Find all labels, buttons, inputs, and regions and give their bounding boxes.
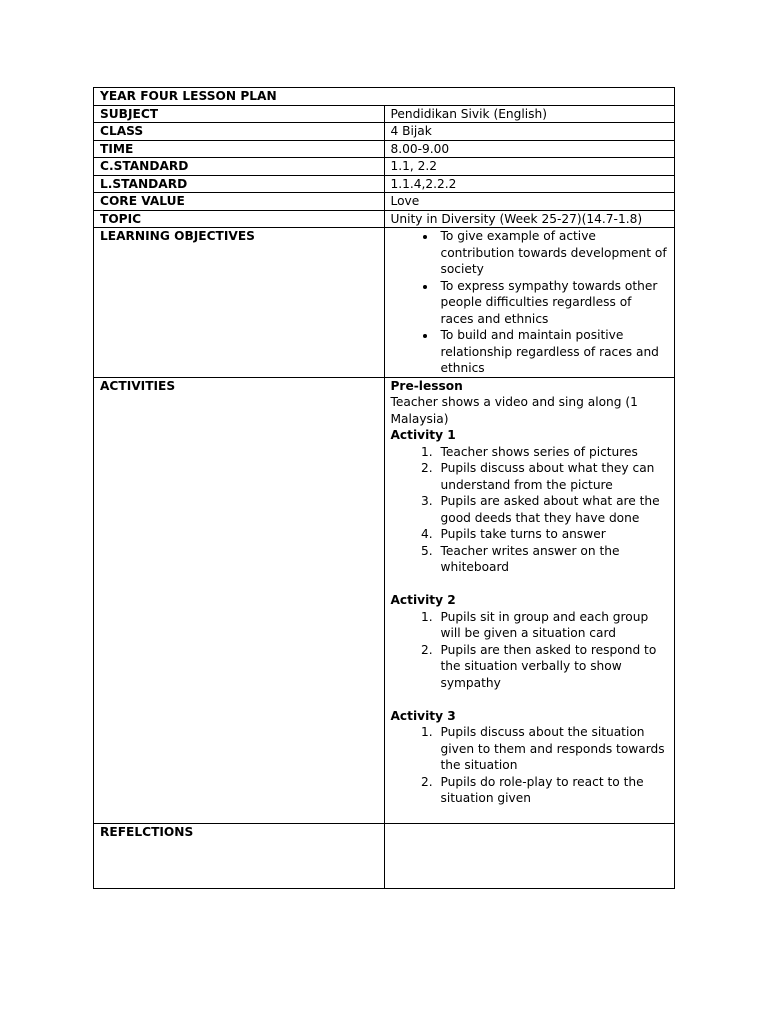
activity3-heading: Activity 3 [390,708,456,723]
spacer [391,691,669,708]
subject-value: Pendidikan Sivik (English) [384,105,675,123]
activity-step: 4. Pupils take turns to answer [437,526,669,543]
reflections-value [384,824,675,889]
class-label: CLASS [94,123,385,141]
cstandard-value: 1.1, 2.2 [384,158,675,176]
activity3-steps [391,724,669,807]
activity-step: 2. Pupils discuss about what they can understand from the picture [437,460,669,493]
time-value: 8.00-9.00 [384,140,675,158]
activity-step: 1. Pupils sit in group and each group will be given a situation card [437,609,669,642]
subject-label: SUBJECT [94,105,385,123]
objective-item: • To give example of active contribution towards development of society [437,228,669,278]
activities-cell [384,377,675,824]
activity2-steps [391,609,669,692]
subject-row [94,105,675,123]
time-row [94,140,675,158]
class-value: 4 Bijak [384,123,675,141]
activity2-heading: Activity 2 [390,593,456,607]
spacer [391,807,669,824]
objectives-list [391,228,669,377]
class-row [94,123,675,141]
activity-step: 5. Teacher writes answer on the whiteboard [437,543,669,576]
objective-item: • To build and maintain positive relationship regardless of races and ethnics [437,327,669,377]
reflections-label: REFELCTIONS [94,824,385,889]
prelesson-text: Teacher shows a video and sing along (1 Malaysia) [390,395,638,426]
activities-row [94,377,675,824]
plan-title: YEAR FOUR LESSON PLAN [94,88,675,106]
topic-label: TOPIC [94,210,385,228]
activity1-heading: Activity 1 [390,428,456,442]
core-value-value: Love [384,193,675,211]
activity1-steps [391,444,669,576]
activity-step: 1. Teacher shows series of pictures [437,444,669,461]
spacer [391,576,669,593]
reflections-row [94,824,675,889]
activity-step: 2. Pupils do role-play to react to the situation given [437,774,669,807]
lesson-plan-table [93,87,675,889]
core-value-row [94,193,675,211]
activity-step: 3. Pupils are asked about what are the good deeds that they have done [437,493,669,526]
title-row [94,88,675,106]
activity-step: 2. Pupils are then asked to respond to the situation verbally to show sympathy [437,642,669,692]
activity-step: 1. Pupils discuss about the situation given to them and responds towards the situation [437,724,669,774]
activities-label: ACTIVITIES [94,377,385,824]
objective-item: • To express sympathy towards other people difficulties regardless of races and ethnics [437,278,669,328]
objectives-cell [384,228,675,378]
topic-row [94,210,675,228]
time-label: TIME [94,140,385,158]
cstandard-label: C.STANDARD [94,158,385,176]
lstandard-row [94,175,675,193]
objectives-row [94,228,675,378]
prelesson-heading: Pre-lesson [390,378,463,393]
cstandard-row [94,158,675,176]
lstandard-value: 1.1.4,2.2.2 [384,175,675,193]
topic-value: Unity in Diversity (Week 25-27)(14.7-1.8) [384,210,675,228]
core-value-label: CORE VALUE [94,193,385,211]
lstandard-label: L.STANDARD [94,175,385,193]
objectives-label: LEARNING OBJECTIVES [94,228,385,378]
